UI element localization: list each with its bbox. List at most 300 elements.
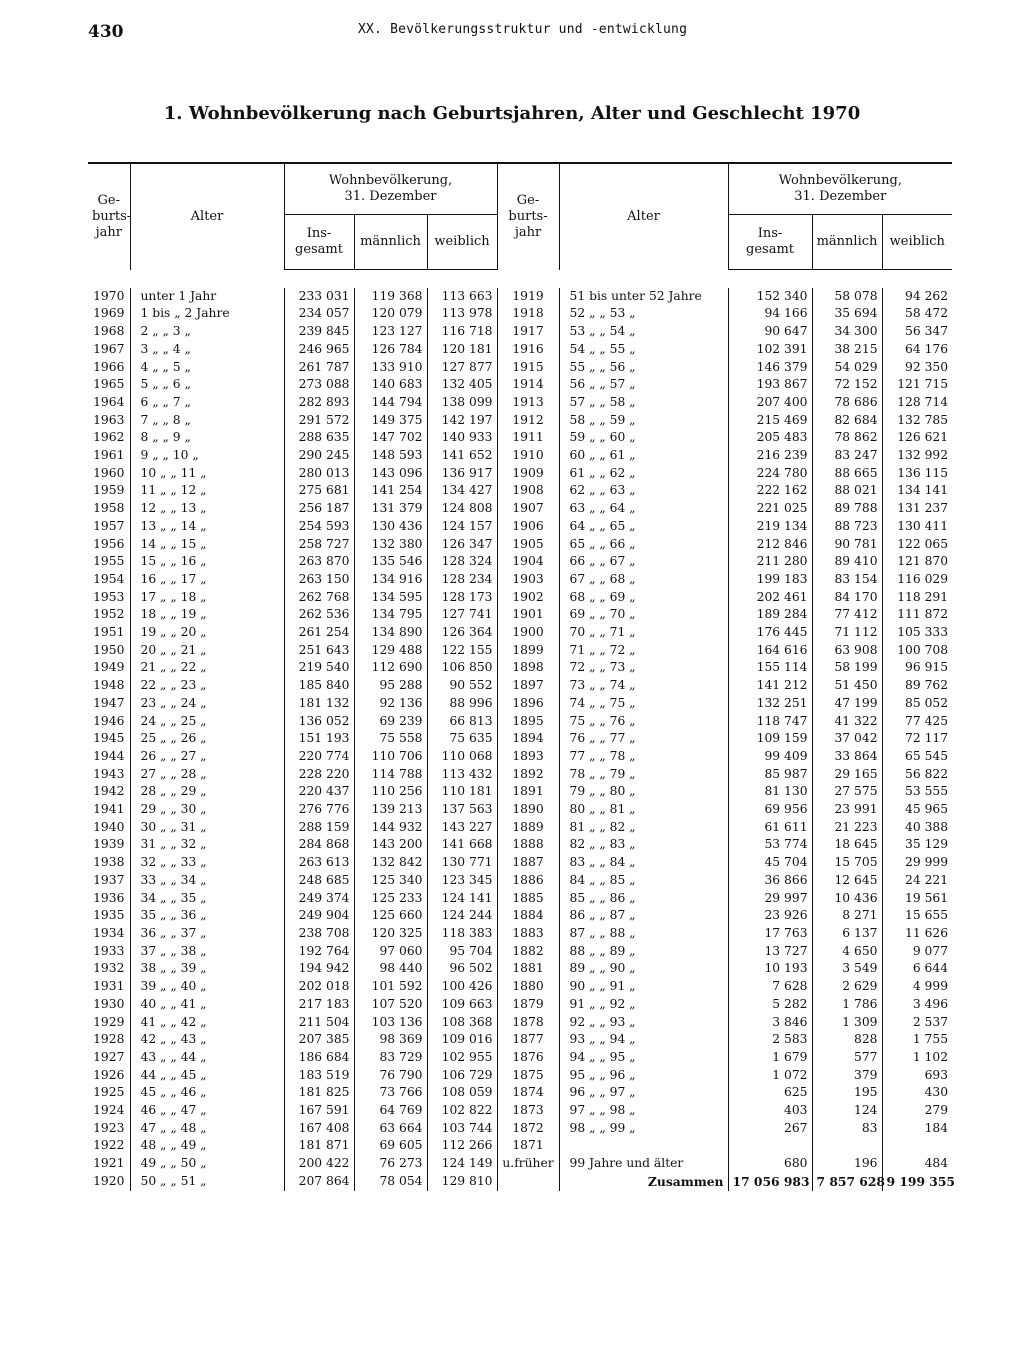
cell-insgesamt: 151 193 xyxy=(284,730,354,748)
cell-weiblich xyxy=(882,1137,952,1155)
cell-insgesamt: 132 251 xyxy=(728,695,812,713)
cell-maennlich: 82 684 xyxy=(812,412,882,430)
cell-insgesamt: 17 763 xyxy=(728,925,812,943)
cell-geburtsjahr: 1958 xyxy=(93,501,125,516)
cell-weiblich: 100 426 xyxy=(427,978,497,996)
cell-alter: 23 „ „ 24 „ xyxy=(130,695,284,713)
cell-insgesamt: 215 469 xyxy=(728,412,812,430)
cell-alter: 28 „ „ 29 „ xyxy=(130,783,284,801)
table-row xyxy=(88,571,952,589)
cell-geburtsjahr: 1930 xyxy=(93,996,125,1011)
cell-insgesamt: 273 088 xyxy=(284,376,354,394)
cell-maennlich: 147 702 xyxy=(354,429,427,447)
cell-maennlich: 129 488 xyxy=(354,642,427,660)
cell-alter: 25 „ „ 26 „ xyxy=(130,730,284,748)
cell-insgesamt: 164 616 xyxy=(728,642,812,660)
cell-weiblich: 88 996 xyxy=(427,695,497,713)
cell-insgesamt: 207 400 xyxy=(728,394,812,412)
cell-insgesamt: 680 xyxy=(728,1155,812,1173)
cell-alter: 66 „ „ 67 „ xyxy=(559,553,728,571)
cell-geburtsjahr xyxy=(497,1173,559,1191)
cell-insgesamt: 94 166 xyxy=(728,305,812,323)
table-row xyxy=(88,553,952,571)
cell-weiblich: 110 181 xyxy=(427,783,497,801)
cell-alter: 76 „ „ 77 „ xyxy=(559,730,728,748)
cell-maennlich: 132 380 xyxy=(354,536,427,554)
cell-maennlich: 114 788 xyxy=(354,766,427,784)
cell-alter: 59 „ „ 60 „ xyxy=(559,429,728,447)
cell-insgesamt: 81 130 xyxy=(728,783,812,801)
cell-geburtsjahr: 1912 xyxy=(497,412,559,430)
cell-geburtsjahr: 1875 xyxy=(497,1067,559,1085)
cell-alter: 4 „ „ 5 „ xyxy=(130,359,284,377)
cell-maennlich: 134 595 xyxy=(354,589,427,607)
population-table xyxy=(88,162,955,1191)
cell-weiblich: 2 537 xyxy=(882,1014,952,1032)
cell-alter: 93 „ „ 94 „ xyxy=(559,1031,728,1049)
cell-maennlich: 76 790 xyxy=(354,1067,427,1085)
cell-weiblich: 3 496 xyxy=(882,996,952,1014)
cell-geburtsjahr: 1948 xyxy=(93,678,125,693)
cell-geburtsjahr: 1926 xyxy=(93,1067,125,1082)
cell-weiblich: 142 197 xyxy=(427,412,497,430)
cell-maennlich: 34 300 xyxy=(812,323,882,341)
cell-maennlich: 58 078 xyxy=(812,288,882,306)
cell-alter: 11 „ „ 12 „ xyxy=(130,482,284,500)
cell-maennlich: 64 769 xyxy=(354,1102,427,1120)
cell-alter: 21 „ „ 22 „ xyxy=(130,659,284,677)
cell-weiblich: 143 227 xyxy=(427,819,497,837)
cell-maennlich: 12 645 xyxy=(812,872,882,890)
cell-alter: unter 1 Jahr xyxy=(130,288,284,306)
cell-alter: 72 „ „ 73 „ xyxy=(559,659,728,677)
cell-maennlich: 2 629 xyxy=(812,978,882,996)
cell-geburtsjahr: 1915 xyxy=(497,359,559,377)
cell-weiblich: 128 714 xyxy=(882,394,952,412)
cell-maennlich: 112 690 xyxy=(354,659,427,677)
cell-maennlich: 120 325 xyxy=(354,925,427,943)
cell-weiblich: 77 425 xyxy=(882,713,952,731)
cell-insgesamt: 263 150 xyxy=(284,571,354,589)
cell-maennlich: 38 215 xyxy=(812,341,882,359)
cell-maennlich: 149 375 xyxy=(354,412,427,430)
cell-maennlich: 21 223 xyxy=(812,819,882,837)
cell-alter: 8 „ „ 9 „ xyxy=(130,429,284,447)
cell-alter: 52 „ „ 53 „ xyxy=(559,305,728,323)
cell-insgesamt: 217 183 xyxy=(284,996,354,1014)
cell-geburtsjahr: 1887 xyxy=(497,854,559,872)
cell-insgesamt: 288 159 xyxy=(284,819,354,837)
cell-maennlich: 63 908 xyxy=(812,642,882,660)
cell-weiblich: 40 388 xyxy=(882,819,952,837)
table-row xyxy=(88,536,952,554)
cell-maennlich: 29 165 xyxy=(812,766,882,784)
cell-alter: 85 „ „ 86 „ xyxy=(559,890,728,908)
cell-alter: 74 „ „ 75 „ xyxy=(559,695,728,713)
cell-weiblich: 136 115 xyxy=(882,465,952,483)
cell-weiblich: 122 155 xyxy=(427,642,497,660)
cell-alter: 43 „ „ 44 „ xyxy=(130,1049,284,1067)
table-row xyxy=(88,429,952,447)
cell-insgesamt: 207 385 xyxy=(284,1031,354,1049)
cell-maennlich: 124 xyxy=(812,1102,882,1120)
table-row xyxy=(88,872,952,890)
table-row xyxy=(88,589,952,607)
col-weiblich-right: weiblich xyxy=(882,215,952,270)
table-header xyxy=(88,163,952,288)
cell-maennlich: 131 379 xyxy=(354,500,427,518)
cell-maennlich: 141 254 xyxy=(354,482,427,500)
cell-alter: 60 „ „ 61 „ xyxy=(559,447,728,465)
cell-maennlich: 134 916 xyxy=(354,571,427,589)
cell-maennlich: 828 xyxy=(812,1031,882,1049)
cell-geburtsjahr: 1938 xyxy=(93,855,125,870)
cell-geburtsjahr: 1953 xyxy=(93,589,125,604)
cell-insgesamt: 267 xyxy=(728,1120,812,1138)
cell-insgesamt: 17 056 983 xyxy=(728,1173,812,1191)
cell-maennlich: 33 864 xyxy=(812,748,882,766)
table-row xyxy=(88,819,952,837)
cell-geburtsjahr: 1876 xyxy=(497,1049,559,1067)
cell-geburtsjahr: 1928 xyxy=(93,1032,125,1047)
cell-weiblich: 113 432 xyxy=(427,766,497,784)
cell-weiblich: 1 102 xyxy=(882,1049,952,1067)
cell-maennlich: 143 200 xyxy=(354,836,427,854)
cell-weiblich: 124 149 xyxy=(427,1155,497,1173)
cell-geburtsjahr: 1904 xyxy=(497,553,559,571)
cell-insgesamt: 69 956 xyxy=(728,801,812,819)
cell-geburtsjahr: 1880 xyxy=(497,978,559,996)
cell-weiblich: 85 052 xyxy=(882,695,952,713)
cell-geburtsjahr: 1955 xyxy=(93,554,125,569)
table-row xyxy=(88,890,952,908)
table-row xyxy=(88,341,952,359)
cell-insgesamt: 263 870 xyxy=(284,553,354,571)
cell-insgesamt: 192 764 xyxy=(284,943,354,961)
cell-maennlich: 84 170 xyxy=(812,589,882,607)
cell-alter: 91 „ „ 92 „ xyxy=(559,996,728,1014)
cell-alter: 87 „ „ 88 „ xyxy=(559,925,728,943)
cell-weiblich: 124 141 xyxy=(427,890,497,908)
cell-geburtsjahr: 1901 xyxy=(497,606,559,624)
cell-geburtsjahr: 1922 xyxy=(93,1138,125,1153)
cell-insgesamt: 248 685 xyxy=(284,872,354,890)
cell-alter: 77 „ „ 78 „ xyxy=(559,748,728,766)
cell-alter: 41 „ „ 42 „ xyxy=(130,1014,284,1032)
cell-weiblich: 132 992 xyxy=(882,447,952,465)
cell-geburtsjahr: 1905 xyxy=(497,536,559,554)
cell-weiblich: 134 427 xyxy=(427,482,497,500)
table-row xyxy=(88,288,952,306)
cell-insgesamt: 185 840 xyxy=(284,677,354,695)
cell-insgesamt: 193 867 xyxy=(728,376,812,394)
cell-alter: 89 „ „ 90 „ xyxy=(559,960,728,978)
cell-geburtsjahr: 1871 xyxy=(497,1137,559,1155)
table-row xyxy=(88,1067,952,1085)
col-insgesamt-right: Ins- gesamt xyxy=(728,215,812,270)
table-row xyxy=(88,854,952,872)
cell-alter: 31 „ „ 32 „ xyxy=(130,836,284,854)
col-group-wohnbevoelkerung-right: Wohnbevölkerung, 31. Dezember xyxy=(728,163,952,215)
cell-weiblich: 106 729 xyxy=(427,1067,497,1085)
cell-weiblich: 131 237 xyxy=(882,500,952,518)
table-row xyxy=(88,783,952,801)
cell-alter: 61 „ „ 62 „ xyxy=(559,465,728,483)
cell-geburtsjahr: 1906 xyxy=(497,518,559,536)
cell-geburtsjahr: 1888 xyxy=(497,836,559,854)
cell-insgesamt: 136 052 xyxy=(284,713,354,731)
cell-insgesamt: 261 787 xyxy=(284,359,354,377)
col-alter: Alter xyxy=(130,163,284,270)
col-geburtsjahr: Ge- burts- jahr xyxy=(88,163,130,270)
cell-maennlich: 54 029 xyxy=(812,359,882,377)
cell-weiblich: 121 870 xyxy=(882,553,952,571)
cell-maennlich: 107 520 xyxy=(354,996,427,1014)
cell-insgesamt: 3 846 xyxy=(728,1014,812,1032)
cell-insgesamt: 263 613 xyxy=(284,854,354,872)
cell-maennlich: 134 890 xyxy=(354,624,427,642)
cell-alter: 36 „ „ 37 „ xyxy=(130,925,284,943)
table-row xyxy=(88,1014,952,1032)
cell-geburtsjahr: 1936 xyxy=(93,890,125,905)
cell-weiblich: 132 785 xyxy=(882,412,952,430)
cell-insgesamt: 261 254 xyxy=(284,624,354,642)
cell-weiblich: 65 545 xyxy=(882,748,952,766)
cell-weiblich: 484 xyxy=(882,1155,952,1173)
cell-geburtsjahr: 1884 xyxy=(497,907,559,925)
cell-geburtsjahr: 1933 xyxy=(93,943,125,958)
col-weiblich: weiblich xyxy=(427,215,497,270)
cell-alter: 83 „ „ 84 „ xyxy=(559,854,728,872)
cell-maennlich: 90 781 xyxy=(812,536,882,554)
cell-maennlich: 140 683 xyxy=(354,376,427,394)
cell-insgesamt: 282 893 xyxy=(284,394,354,412)
col-maennlich-right: männlich xyxy=(812,215,882,270)
cell-weiblich: 127 741 xyxy=(427,606,497,624)
cell-alter: 26 „ „ 27 „ xyxy=(130,748,284,766)
cell-weiblich: 124 157 xyxy=(427,518,497,536)
page-number: 430 xyxy=(88,22,124,42)
cell-weiblich: 64 176 xyxy=(882,341,952,359)
cell-geburtsjahr: u.früher xyxy=(497,1155,559,1173)
cell-insgesamt: 10 193 xyxy=(728,960,812,978)
cell-insgesamt: 262 768 xyxy=(284,589,354,607)
cell-maennlich: 1 309 xyxy=(812,1014,882,1032)
cell-insgesamt: 258 727 xyxy=(284,536,354,554)
cell-weiblich: 132 405 xyxy=(427,376,497,394)
cell-insgesamt: 1 072 xyxy=(728,1067,812,1085)
cell-alter: 16 „ „ 17 „ xyxy=(130,571,284,589)
table-row xyxy=(88,748,952,766)
cell-insgesamt: 176 445 xyxy=(728,624,812,642)
cell-insgesamt: 181 871 xyxy=(284,1137,354,1155)
cell-weiblich: 4 999 xyxy=(882,978,952,996)
table-row xyxy=(88,713,952,731)
cell-weiblich: 72 117 xyxy=(882,730,952,748)
cell-maennlich: 73 766 xyxy=(354,1084,427,1102)
cell-insgesamt: 2 583 xyxy=(728,1031,812,1049)
cell-insgesamt: 45 704 xyxy=(728,854,812,872)
cell-geburtsjahr: 1957 xyxy=(93,518,125,533)
cell-maennlich: 89 410 xyxy=(812,553,882,571)
cell-geburtsjahr: 1962 xyxy=(93,430,125,445)
cell-maennlich: 88 723 xyxy=(812,518,882,536)
cell-weiblich: 58 472 xyxy=(882,305,952,323)
cell-insgesamt: 249 904 xyxy=(284,907,354,925)
cell-insgesamt: 61 611 xyxy=(728,819,812,837)
cell-weiblich: 693 xyxy=(882,1067,952,1085)
cell-geburtsjahr: 1966 xyxy=(93,359,125,374)
cell-insgesamt: 256 187 xyxy=(284,500,354,518)
cell-weiblich: 141 652 xyxy=(427,447,497,465)
cell-alter: 3 „ „ 4 „ xyxy=(130,341,284,359)
cell-maennlich: 103 136 xyxy=(354,1014,427,1032)
cell-alter: 46 „ „ 47 „ xyxy=(130,1102,284,1120)
cell-alter: 75 „ „ 76 „ xyxy=(559,713,728,731)
cell-geburtsjahr: 1940 xyxy=(93,819,125,834)
cell-insgesamt: 219 134 xyxy=(728,518,812,536)
cell-insgesamt: 403 xyxy=(728,1102,812,1120)
table-row xyxy=(88,412,952,430)
cell-insgesamt: 211 280 xyxy=(728,553,812,571)
cell-alter: 32 „ „ 33 „ xyxy=(130,854,284,872)
table-row xyxy=(88,659,952,677)
cell-maennlich: 83 xyxy=(812,1120,882,1138)
cell-insgesamt: 625 xyxy=(728,1084,812,1102)
cell-alter: 73 „ „ 74 „ xyxy=(559,677,728,695)
cell-geburtsjahr: 1923 xyxy=(93,1120,125,1135)
cell-geburtsjahr: 1885 xyxy=(497,890,559,908)
cell-weiblich: 123 345 xyxy=(427,872,497,890)
cell-weiblich: 11 626 xyxy=(882,925,952,943)
cell-weiblich: 9 199 355 xyxy=(882,1173,952,1191)
cell-alter: 65 „ „ 66 „ xyxy=(559,536,728,554)
cell-geburtsjahr: 1899 xyxy=(497,642,559,660)
cell-insgesamt: 200 422 xyxy=(284,1155,354,1173)
cell-alter: 49 „ „ 50 „ xyxy=(130,1155,284,1173)
cell-insgesamt: 29 997 xyxy=(728,890,812,908)
cell-alter: 38 „ „ 39 „ xyxy=(130,960,284,978)
cell-maennlich: 63 664 xyxy=(354,1120,427,1138)
cell-maennlich: 123 127 xyxy=(354,323,427,341)
table-row xyxy=(88,359,952,377)
cell-alter: 55 „ „ 56 „ xyxy=(559,359,728,377)
cell-alter: 92 „ „ 93 „ xyxy=(559,1014,728,1032)
cell-weiblich: 29 999 xyxy=(882,854,952,872)
cell-insgesamt: 199 183 xyxy=(728,571,812,589)
cell-insgesamt: 189 284 xyxy=(728,606,812,624)
cell-alter: 58 „ „ 59 „ xyxy=(559,412,728,430)
cell-alter: 67 „ „ 68 „ xyxy=(559,571,728,589)
cell-insgesamt: 7 628 xyxy=(728,978,812,996)
cell-geburtsjahr: 1902 xyxy=(497,589,559,607)
cell-geburtsjahr: 1924 xyxy=(93,1103,125,1118)
cell-alter: 70 „ „ 71 „ xyxy=(559,624,728,642)
cell-insgesamt: 102 391 xyxy=(728,341,812,359)
cell-weiblich: 19 561 xyxy=(882,890,952,908)
cell-weiblich: 128 234 xyxy=(427,571,497,589)
cell-geburtsjahr: 1939 xyxy=(93,837,125,852)
cell-geburtsjahr: 1927 xyxy=(93,1049,125,1064)
cell-alter: 15 „ „ 16 „ xyxy=(130,553,284,571)
cell-geburtsjahr: 1929 xyxy=(93,1014,125,1029)
cell-alter: 24 „ „ 25 „ xyxy=(130,713,284,731)
cell-insgesamt: 254 593 xyxy=(284,518,354,536)
col-alter-right: Alter xyxy=(559,163,728,270)
cell-alter: 40 „ „ 41 „ xyxy=(130,996,284,1014)
cell-geburtsjahr: 1879 xyxy=(497,996,559,1014)
cell-insgesamt: 246 965 xyxy=(284,341,354,359)
cell-weiblich: 112 266 xyxy=(427,1137,497,1155)
cell-alter: 33 „ „ 34 „ xyxy=(130,872,284,890)
col-group-wohnbevoelkerung: Wohnbevölkerung, 31. Dezember xyxy=(284,163,497,215)
cell-weiblich: 6 644 xyxy=(882,960,952,978)
cell-maennlich: 35 694 xyxy=(812,305,882,323)
cell-insgesamt: 220 774 xyxy=(284,748,354,766)
cell-geburtsjahr: 1917 xyxy=(497,323,559,341)
cell-insgesamt: 233 031 xyxy=(284,288,354,306)
cell-geburtsjahr: 1920 xyxy=(93,1173,125,1188)
cell-alter: 97 „ „ 98 „ xyxy=(559,1102,728,1120)
cell-weiblich: 102 822 xyxy=(427,1102,497,1120)
cell-maennlich: 379 xyxy=(812,1067,882,1085)
cell-geburtsjahr: 1914 xyxy=(497,376,559,394)
cell-insgesamt: 90 647 xyxy=(728,323,812,341)
cell-maennlich: 83 154 xyxy=(812,571,882,589)
cell-maennlich: 120 079 xyxy=(354,305,427,323)
cell-maennlich: 101 592 xyxy=(354,978,427,996)
cell-insgesamt: 220 437 xyxy=(284,783,354,801)
cell-alter xyxy=(559,1137,728,1155)
table-row xyxy=(88,943,952,961)
cell-insgesamt: 155 114 xyxy=(728,659,812,677)
cell-weiblich: 90 552 xyxy=(427,677,497,695)
cell-insgesamt: 118 747 xyxy=(728,713,812,731)
cell-alter: 5 „ „ 6 „ xyxy=(130,376,284,394)
cell-insgesamt: 228 220 xyxy=(284,766,354,784)
cell-maennlich: 10 436 xyxy=(812,890,882,908)
cell-weiblich: 35 129 xyxy=(882,836,952,854)
cell-maennlich: 139 213 xyxy=(354,801,427,819)
cell-maennlich: 97 060 xyxy=(354,943,427,961)
cell-alter: 84 „ „ 85 „ xyxy=(559,872,728,890)
cell-maennlich: 3 549 xyxy=(812,960,882,978)
cell-maennlich: 98 440 xyxy=(354,960,427,978)
cell-geburtsjahr: 1898 xyxy=(497,659,559,677)
cell-maennlich: 89 788 xyxy=(812,500,882,518)
cell-weiblich: 130 411 xyxy=(882,518,952,536)
cell-alter: 13 „ „ 14 „ xyxy=(130,518,284,536)
cell-alter: 22 „ „ 23 „ xyxy=(130,677,284,695)
table-row xyxy=(88,376,952,394)
cell-insgesamt xyxy=(728,1137,812,1155)
cell-maennlich: 132 842 xyxy=(354,854,427,872)
cell-alter: 42 „ „ 43 „ xyxy=(130,1031,284,1049)
cell-maennlich: 110 706 xyxy=(354,748,427,766)
cell-geburtsjahr: 1908 xyxy=(497,482,559,500)
cell-alter: 10 „ „ 11 „ xyxy=(130,465,284,483)
cell-alter: 34 „ „ 35 „ xyxy=(130,890,284,908)
cell-weiblich: 100 708 xyxy=(882,642,952,660)
cell-alter: 71 „ „ 72 „ xyxy=(559,642,728,660)
cell-insgesamt: 1 679 xyxy=(728,1049,812,1067)
table-body xyxy=(88,288,955,1191)
cell-maennlich: 23 991 xyxy=(812,801,882,819)
cell-geburtsjahr: 1937 xyxy=(93,872,125,887)
cell-alter: Zusammen xyxy=(559,1173,728,1191)
cell-alter: 57 „ „ 58 „ xyxy=(559,394,728,412)
table-row xyxy=(88,978,952,996)
